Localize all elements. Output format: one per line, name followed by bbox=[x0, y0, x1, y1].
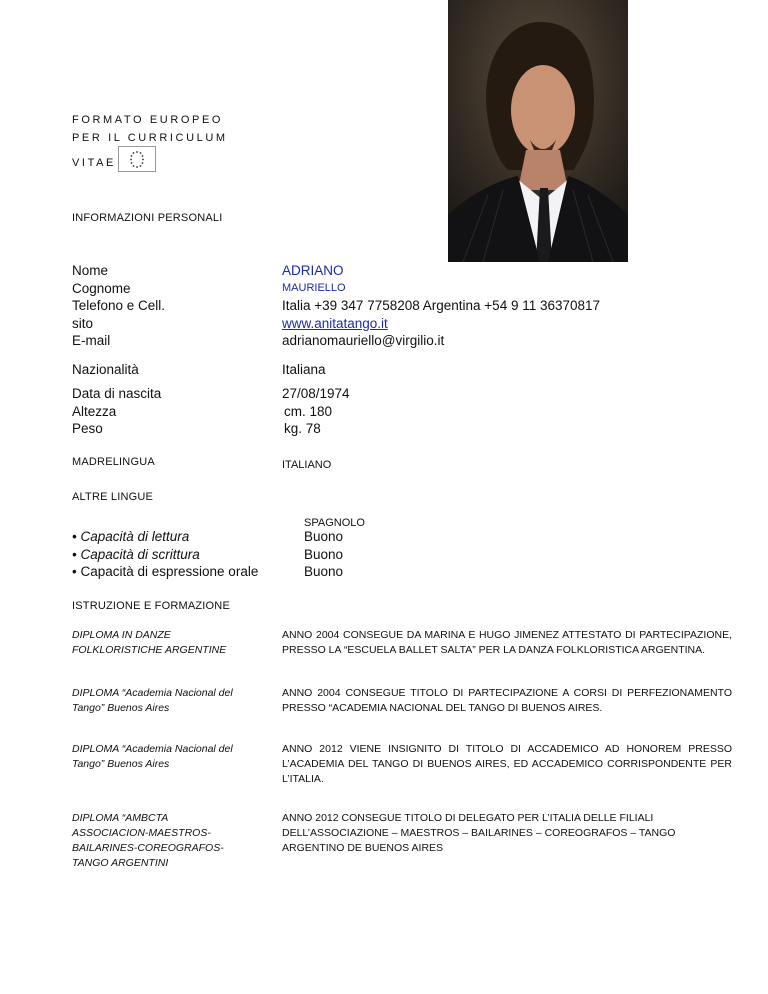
language-name: SPAGNOLO bbox=[304, 517, 365, 529]
education-item-3-title-line: DIPLOMA “Academia Nacional del bbox=[72, 743, 233, 755]
language-skill-writing-value: Buono bbox=[304, 546, 344, 562]
label-telefono: Telefono e Cell. bbox=[72, 298, 166, 313]
value-altezza: cm. 180 bbox=[284, 403, 333, 419]
education-item-1-title-line: FOLKLORISTICHE ARGENTINE bbox=[72, 644, 227, 656]
education-item-3-desc: ANNO 2012 VIENE INSIGNITO DI TITOLO DI ACCADEMICO AD HONOREM PRESSO L’ACADEMIA DEL TANGO DI BUENOS AIRES, ED ACCADEMICO CORRISPONDENTE PER L’ITALIA. bbox=[282, 743, 732, 785]
education-item-4-title-line: DIPLOMA “AMBCTA bbox=[72, 812, 169, 824]
value-telefono: Italia +39 347 7758208 Argentina +54 9 11 36370817 bbox=[282, 298, 601, 313]
label-altezza: Altezza bbox=[72, 403, 117, 419]
education-item-2-title bbox=[72, 686, 262, 716]
header-title-line2: PER IL CURRICULUM bbox=[72, 132, 228, 144]
education-item-4-title-line: ASSOCIACION-MAESTROS- bbox=[72, 827, 211, 839]
language-skill-writing-label: • Capacità di scrittura bbox=[72, 546, 200, 562]
value-cognome: MAURIELLO bbox=[282, 282, 346, 294]
education-item-1-title bbox=[72, 628, 262, 658]
label-data-nascita: Data di nascita bbox=[72, 386, 162, 401]
header-title-line3: VITAE bbox=[72, 157, 116, 169]
education-item-4-title-line: BAILARINES-COREOGRAFOS- bbox=[72, 842, 224, 854]
education-item-3-title-line: Tango” Buenos Aires bbox=[72, 758, 170, 770]
education-item-1-title-line: DIPLOMA IN DANZE bbox=[72, 629, 171, 641]
profile-photo bbox=[448, 0, 628, 262]
label-madrelingua: MADRELINGUA bbox=[72, 456, 155, 468]
value-nazionalita: Italiana bbox=[282, 362, 326, 377]
label-nome: Nome bbox=[72, 263, 109, 278]
label-nazionalita: Nazionalità bbox=[72, 362, 139, 377]
label-peso: Peso bbox=[72, 421, 103, 436]
language-skill-reading-value: Buono bbox=[304, 529, 344, 544]
label-cognome: Cognome bbox=[72, 280, 131, 296]
education-item-1-desc: ANNO 2004 CONSEGUE DA MARINA E HUGO JIMENEZ ATTESTATO DI PARTECIPAZIONE, PRESSO LA “ESCUELA BALLET SALTA” PER LA DANZA FOLKLORISTICA ARGENTINA. bbox=[282, 629, 732, 656]
value-peso: kg. 78 bbox=[284, 421, 321, 436]
language-skill-speaking-label: • Capacità di espressione orale bbox=[72, 564, 259, 579]
education-item-2-desc: ANNO 2004 CONSEGUE TITOLO DI PARTECIPAZIONE A CORSI DI PERFEZIONAMENTO PRESSO “ACADEMIA NACIONAL DEL TANGO DI BUENOS AIRES. bbox=[282, 687, 732, 714]
value-email: adrianomauriello@virgilio.it bbox=[282, 333, 445, 348]
header-title-line1: FORMATO EUROPEO bbox=[72, 114, 224, 126]
value-data-nascita: 27/08/1974 bbox=[282, 386, 350, 401]
section-heading-personal: INFORMAZIONI PERSONALI bbox=[72, 212, 223, 224]
education-item-2-title-line: Tango” Buenos Aires bbox=[72, 702, 170, 714]
label-sito: sito bbox=[72, 315, 94, 331]
education-item-4-title-line: TANGO ARGENTINI bbox=[72, 857, 169, 869]
education-item-3-title bbox=[72, 742, 262, 772]
language-skill-reading-label: • Capacità di lettura bbox=[72, 529, 190, 544]
language-skill-speaking-value: Buono bbox=[304, 564, 344, 579]
label-email: E-mail bbox=[72, 333, 111, 348]
website-link[interactable]: www.anitatango.it bbox=[282, 315, 388, 331]
eu-flag-icon bbox=[118, 146, 156, 172]
value-nome: ADRIANO bbox=[282, 263, 344, 278]
section-heading-istruzione: ISTRUZIONE E FORMAZIONE bbox=[72, 600, 230, 612]
value-madrelingua: ITALIANO bbox=[282, 459, 332, 471]
section-heading-altre-lingue: ALTRE LINGUE bbox=[72, 491, 154, 503]
education-item-4-desc: ANNO 2012 CONSEGUE TITOLO DI DELEGATO PER L’ITALIA DELLE FILIALI DELL’ASSOCIAZIONE – MAESTROS – BAILARINES – COREOGRAFOS – TANGO ARGENTINO DE BUENOS AIRES bbox=[282, 812, 676, 854]
education-item-2-title-line: DIPLOMA “Academia Nacional del bbox=[72, 687, 233, 699]
education-item-4-title bbox=[72, 811, 262, 871]
